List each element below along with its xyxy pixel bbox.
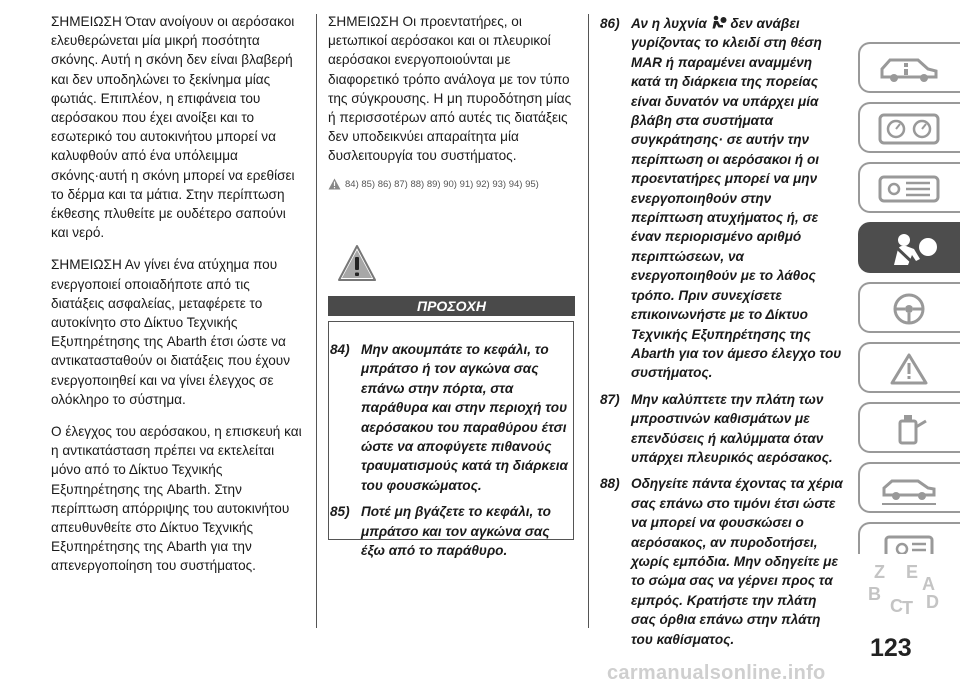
- warning-triangle-icon: [337, 244, 377, 282]
- column-1: [51, 12, 303, 589]
- car-info-icon: [874, 51, 944, 87]
- warning-item-text-part: Αν η λυχνία: [631, 16, 707, 31]
- dashboard-icon: [874, 111, 944, 147]
- svg-text:D: D: [926, 592, 939, 612]
- watermark-text: carmanualsonline.info: [607, 662, 826, 684]
- column-divider: [316, 14, 317, 628]
- warning-item-text: Μην ακουμπάτε το κεφάλι, το μπράτσο ή τον αγκώνα σας επάνω στην πόρτα, στα παράθυρα και στην περιοχή του αερόσακου του παραθύρου έτσι ώστε να αποφύγετε πιθανούς τραυματισμούς κατά τη διάρκεια του φουσκώματος.: [361, 342, 568, 493]
- svg-text:E: E: [906, 562, 919, 582]
- warning-item-number: 87): [600, 391, 620, 407]
- svg-text:C: C: [890, 596, 903, 616]
- warning-item-text: Ποτέ μη βγάζετε το κεφάλι, το μπράτσο και τον αγκώνα σας έξω από το παράθυρο.: [361, 504, 551, 559]
- column-2: [328, 12, 576, 194]
- note-paragraph: ΣΗΜΕΙΩΣΗ Όταν ανοίγουν οι αερόσακοι ελευθερώνεται μία μικρή ποσότητα σκόνης. Αυτή η σκόνη δεν είναι βλαβερή και δεν υποδηλώνει το ξεκίνημα μίας φωτιάς. Επιπλέον, η επιφάνεια του αερόσακου που έχει ανοίξει και το εσωτερικό του αυτοκινήτου μπορεί να καλυφθούν από ένα υπόλειμμα σκόνης·αυτή η σκόνη μπορεί να ερεθίσει το δέρμα και τα μάτια. Στην περίπτωση έκθεσης πλυθείτε με ουδέτερο σαπούνι και νερό.: [51, 14, 295, 241]
- svg-text:T: T: [902, 598, 913, 618]
- warning-item-number: 88): [600, 476, 620, 492]
- chapter-tab-technical[interactable]: [858, 462, 960, 513]
- chapter-tab-dashboard[interactable]: [858, 102, 960, 153]
- reference-numbers: 84) 85) 86) 87) 88) 89) 90) 91) 92) 93) 94) 95): [345, 178, 539, 190]
- warning-item: [330, 502, 570, 560]
- warning-item-number: 84): [330, 342, 350, 357]
- watermark-bar: [0, 662, 960, 686]
- oil-can-icon: [874, 411, 944, 447]
- seatbelt-airbag-icon: [874, 231, 944, 269]
- car-dimensions-icon: [874, 471, 944, 507]
- steering-wheel-icon: [874, 291, 944, 327]
- chapter-tab-lights[interactable]: [858, 162, 960, 213]
- warning-title-bar: ΠΡΟΣΟΧΗ: [328, 296, 575, 316]
- warning-item: [600, 474, 843, 649]
- note-paragraph: ΣΗΜΕΙΩΣΗ Αν γίνει ένα ατύχημα που ενεργοποιεί οποιαδήποτε από τις διατάξεις ασφαλείας, μεταφέρετε το αυτοκίνητο στο Δίκτυο Τεχνικής Εξυπηρέτησης της Abarth έτσι ώστε να αντικατασταθούν οι διατάξεις που έχουν ενεργοποιηθεί και να γίνει έλεγχος σε ολόκληρο το σύστημα.: [51, 257, 291, 407]
- warning-item-text: [631, 14, 843, 383]
- column-3: [600, 14, 843, 656]
- warning-item-number: 85): [330, 504, 350, 520]
- warning-item-text: Οδηγείτε πάντα έχοντας τα χέρια σας επάνω στο τιμόνι έτσι ώστε να μπορεί να φουσκώσει ο αερόσακος, αν πυροδοτήσει, χωρίς εμπόδια. Μην οδηγείτε με το σώμα σας να γέρνει προς τα εμπρός. Κρατήστε την πλάτη σας όρθια επάνω στην πλάτη του καθίσματος.: [631, 476, 843, 647]
- warning-list: [330, 340, 570, 567]
- warning-item: [600, 14, 843, 383]
- warning-item: [600, 390, 843, 468]
- alphabet-index-icon: [866, 556, 946, 622]
- chapter-tab-index[interactable]: [858, 554, 960, 628]
- chapter-tab-car-info[interactable]: [858, 42, 960, 93]
- reference-list: [328, 175, 576, 194]
- note-paragraph: Ο έλεγχος του αερόσακου, η επισκευή και η αντικατάσταση πρέπει να εκτελείται μόνο από το Δίκτυο Τεχνικής Εξυπηρέτησης της Abarth. Στην περίπτωση απόρριψης του αυτοκινήτου απευθυνθείτε στο Δίκτυο Τεχνικής Εξυπηρέτησης της Abarth για την απενεργοποίηση του συστήματος.: [51, 424, 302, 574]
- svg-text:A: A: [922, 574, 935, 594]
- warning-triangle-car-icon: [874, 351, 944, 387]
- warning-item: [330, 340, 570, 495]
- chapter-tab-safety[interactable]: [858, 222, 960, 273]
- airbag-warning-lamp-icon: [711, 15, 727, 30]
- svg-text:Z: Z: [874, 562, 885, 582]
- page-number: 123: [870, 634, 912, 662]
- warning-small-icon: [328, 178, 341, 190]
- chapter-tab-emergency[interactable]: [858, 342, 960, 393]
- svg-text:B: B: [868, 584, 881, 604]
- note-paragraph: ΣΗΜΕΙΩΣΗ Οι προεντατήρες, οι μετωπικοί αερόσακοι και οι πλευρικοί αερόσακοι ενεργοποιούνται με διαφορετικό τρόπο ανάλογα με τον τύπο της σύγκρουσης. Η μη πυροδότηση μίας ή περισσοτέρων από αυτές τις διατάξεις δεν υποδεικνύει απαραίτητα μία δυσλειτουργία του συστήματος.: [328, 14, 572, 164]
- warning-item-text-part: δεν ανάβει γυρίζοντας το κλειδί στη θέση MAR ή παραμένει αναμμένη κατά τη διάρκεια της πορείας είναι δυνατόν να υπάρχει μία βλάβη στα συστήματα συγκράτησης· σε αυτήν την περίπτωση οι αερόσακοι ή οι προεντατήρες μπορεί να μην ενεργοποιηθούν στην περίπτωση ατυχήματος ή, σε έναν περιορισμένο αριθμό περιπτώσεων, να ενεργοποιηθούν με το λάθος τρόπο. Πριν συνεχίσετε επικοινωνήστε με το Δίκτυο Τεχνικής Εξυπηρέτησης της Abarth για τον άμεσο έλεγχο του συστήματος.: [631, 16, 842, 381]
- warning-item-number: 86): [600, 16, 620, 31]
- dashboard-lights-icon: [874, 171, 944, 207]
- warning-item-text: Μην καλύπτετε την πλάτη των μπροστινών καθισμάτων με επενδύσεις ή καλύμματα όταν υπάρχει πλευρικός αερόσακος.: [631, 391, 833, 465]
- chapter-tab-starting[interactable]: [858, 282, 960, 333]
- chapter-tab-maintenance[interactable]: [858, 402, 960, 453]
- column-divider: [588, 14, 589, 628]
